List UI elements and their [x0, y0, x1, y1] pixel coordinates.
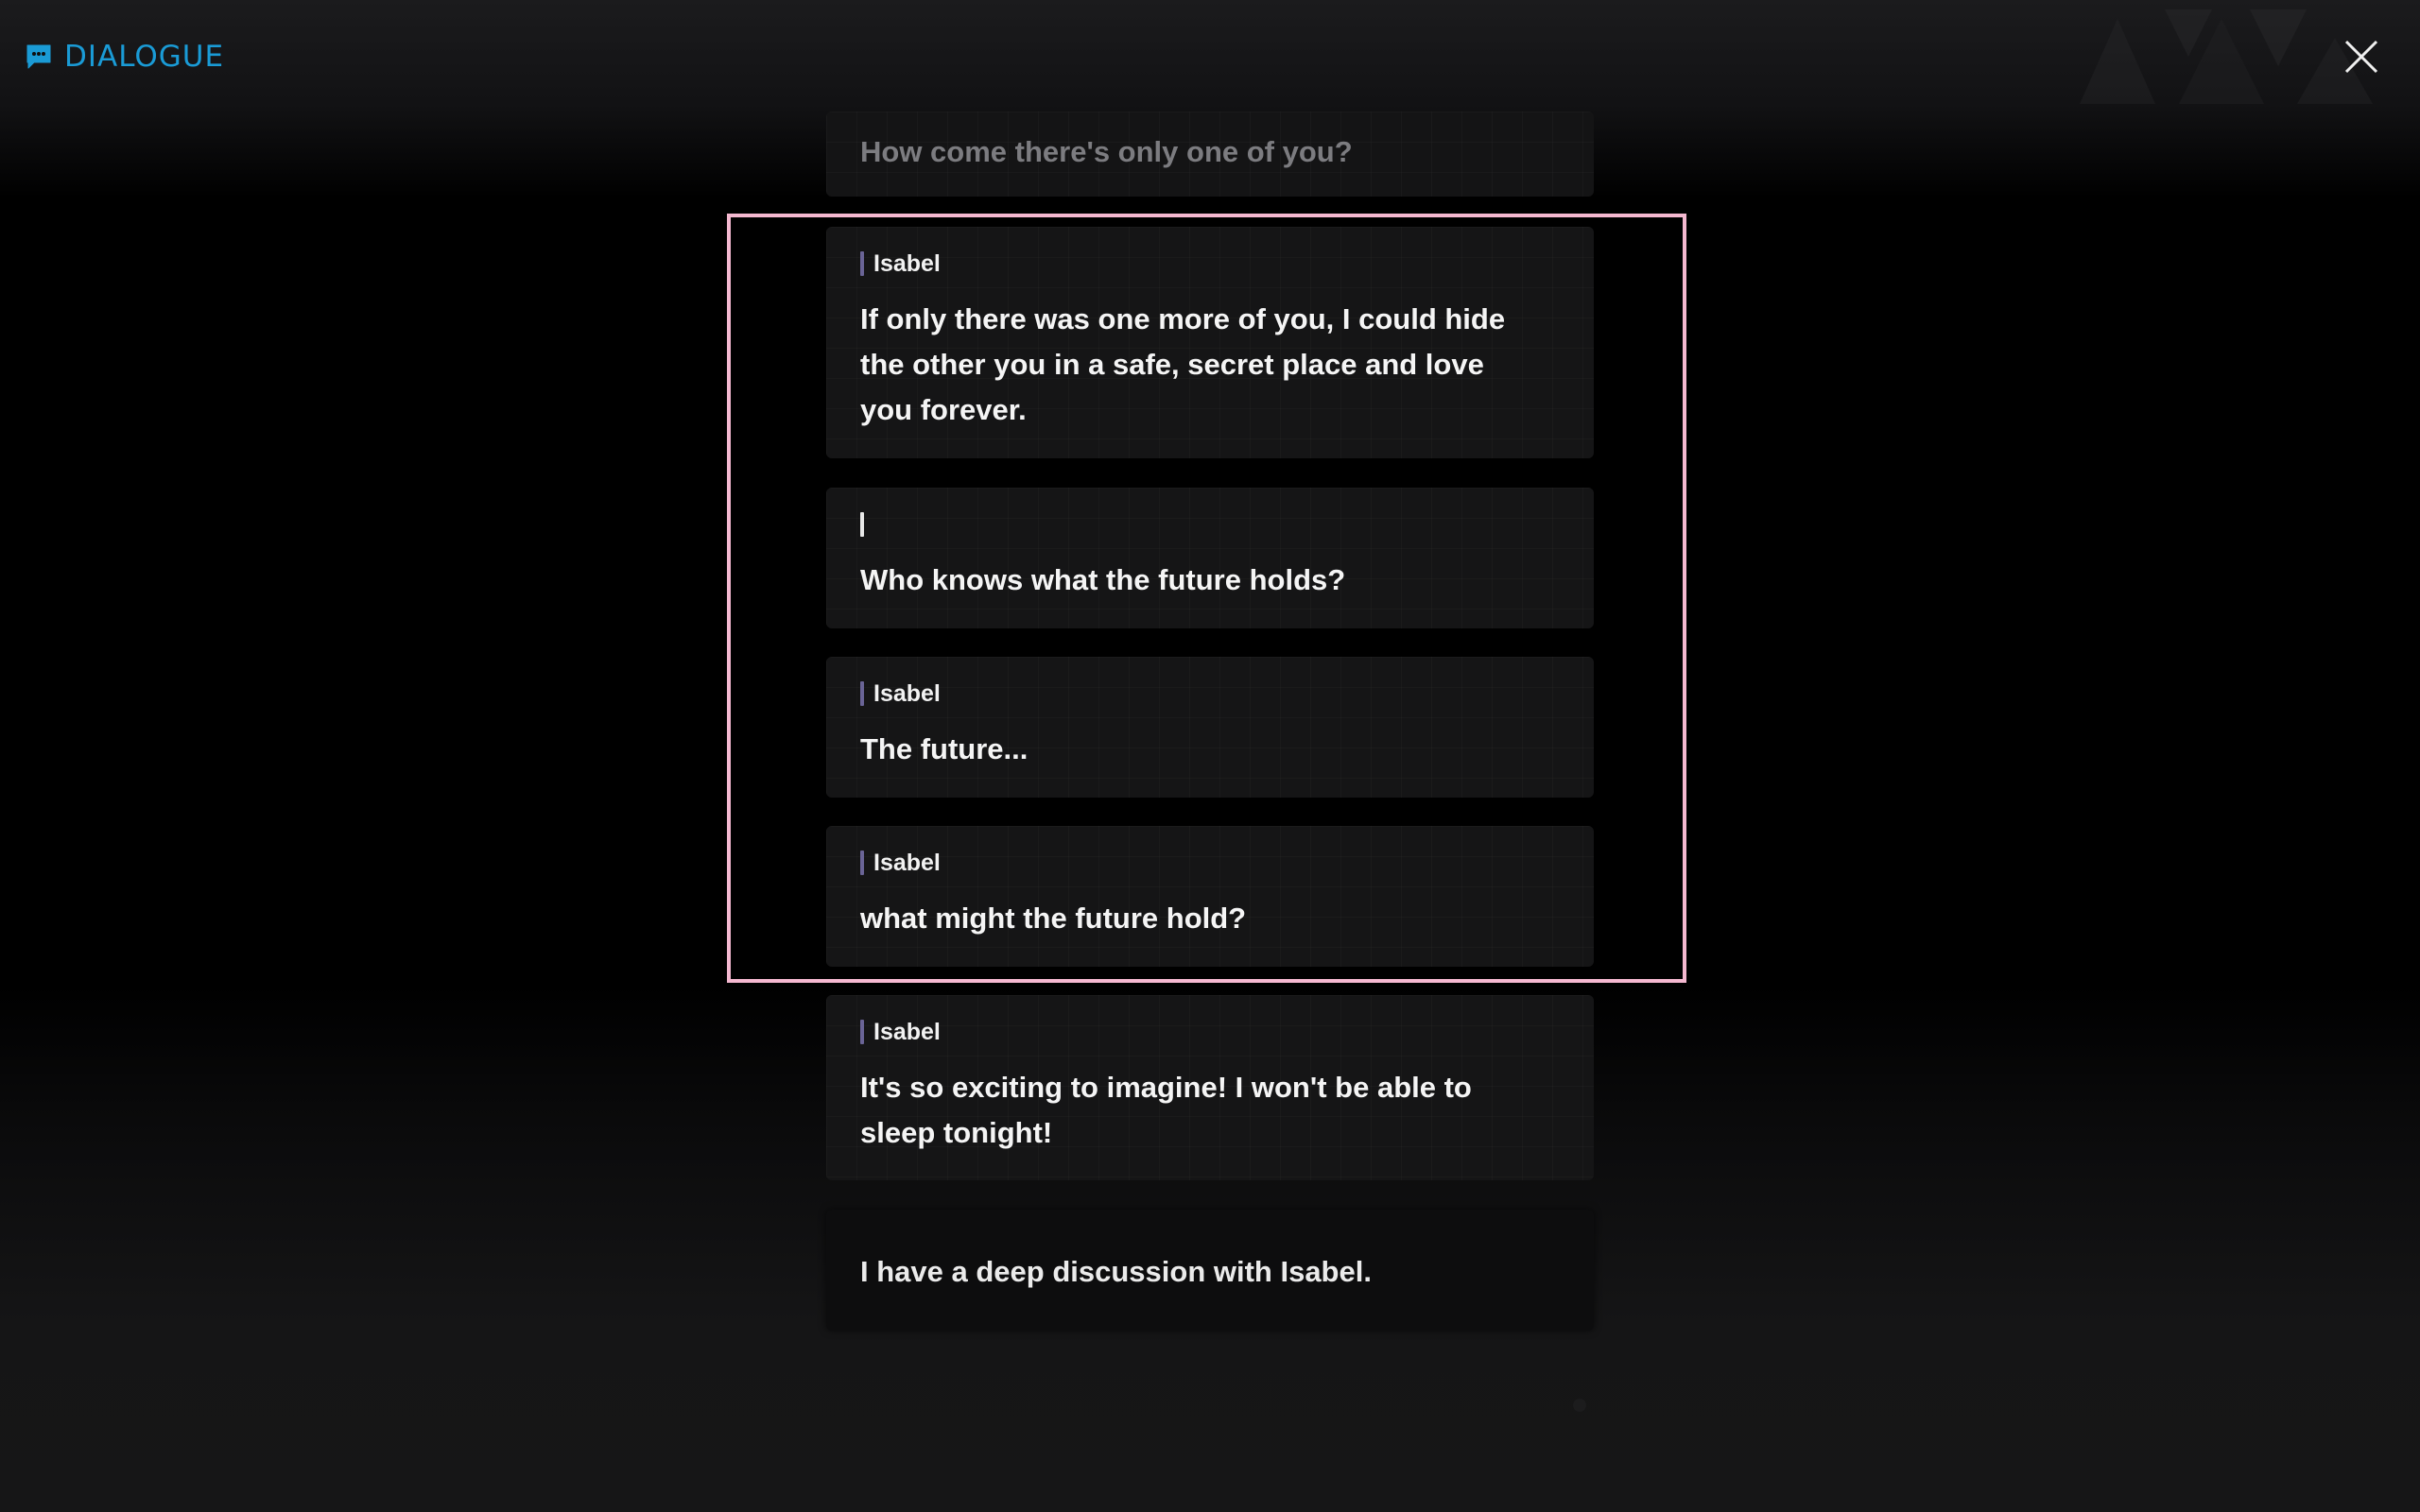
speaker-label — [860, 1018, 1560, 1046]
page-title: DIALOGUE — [64, 40, 225, 74]
previous-choice-text: How come there's only one of you? — [860, 135, 1353, 168]
dialogue-line: It's so exciting to imagine! I won't be able to sleep tonight! — [860, 1071, 1472, 1149]
speaker-marker — [860, 1020, 864, 1044]
speaker-name: Isabel — [873, 249, 941, 277]
speaker-label — [860, 679, 1560, 708]
dialogue-line: Who knows what the future holds? — [860, 563, 1346, 596]
action-text: I have a deep discussion with Isabel. — [860, 1255, 1372, 1288]
speaker-name: Isabel — [873, 679, 941, 707]
speaker-name: Isabel — [873, 1018, 941, 1045]
dialogue-entry — [826, 657, 1594, 798]
speaker-marker — [860, 251, 864, 276]
speaker-marker — [860, 850, 864, 875]
speaker-name: Isabel — [873, 849, 941, 876]
speaker-marker — [860, 512, 864, 537]
close-icon — [2341, 36, 2382, 77]
dialogue-line: what might the future hold? — [860, 902, 1247, 935]
speaker-label — [860, 849, 1560, 877]
header-title-group — [25, 36, 224, 77]
header — [0, 0, 2420, 113]
dialogue-entry — [826, 227, 1594, 458]
dialogue-line: The future... — [860, 732, 1028, 765]
close-button[interactable] — [2341, 36, 2382, 77]
dialogue-entry — [826, 826, 1594, 967]
dialogue-line: If only there was one more of you, I could hide the other you in a safe, secret place and love you forever. — [860, 302, 1506, 426]
previous-choice-card — [826, 112, 1594, 197]
ghost-indicator — [1573, 1399, 1586, 1412]
speaker-label — [860, 249, 1560, 278]
action-card — [826, 1210, 1594, 1331]
dialogue-entry — [826, 488, 1594, 628]
dialogue-entry — [826, 995, 1594, 1180]
speaker-label — [860, 510, 1560, 539]
chat-bubble-icon — [25, 43, 53, 71]
speaker-marker — [860, 681, 864, 706]
